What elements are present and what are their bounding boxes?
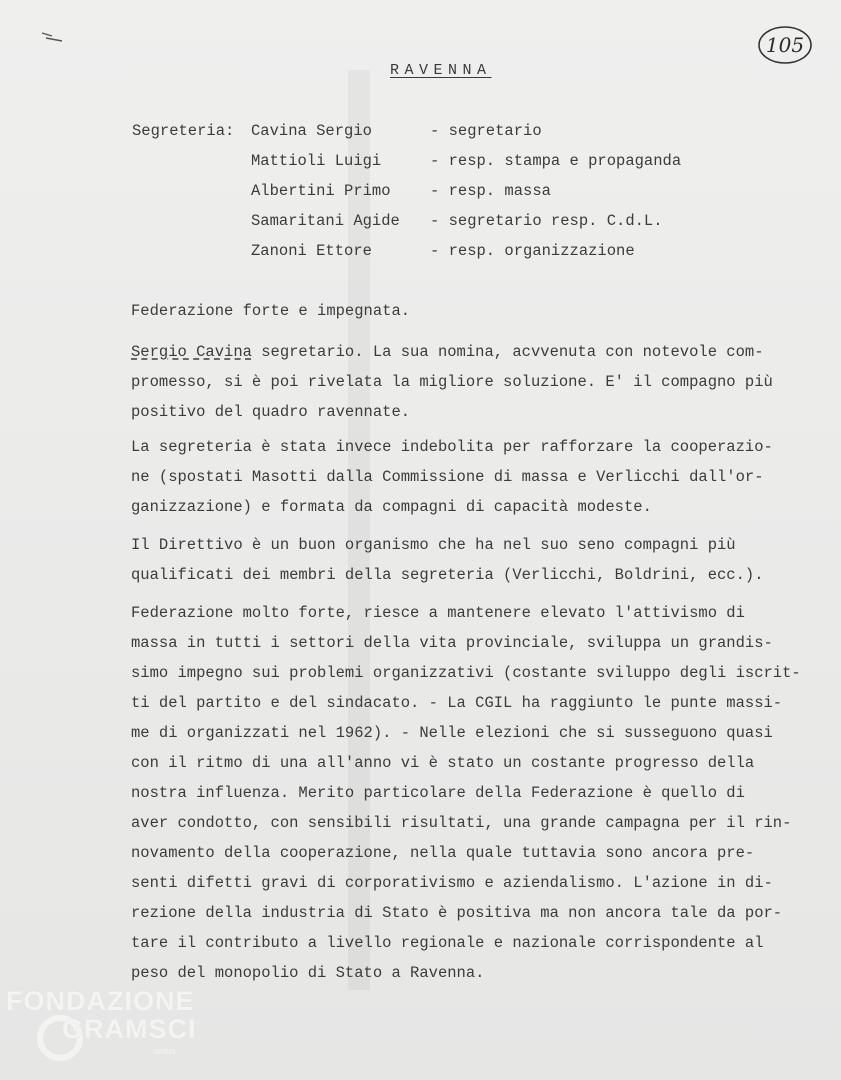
page-number-stamp	[756, 24, 814, 66]
page-number-text: 105	[765, 33, 805, 57]
document-title: RAVENNA	[390, 62, 492, 79]
member-role: - resp. organizzazione	[430, 242, 635, 260]
paragraph-line: rezione della industria di Stato è positiva ma non ancora tale da por-	[131, 904, 783, 922]
segreteria-label: Segreteria:	[132, 122, 235, 140]
member-name: Mattioli Luigi	[251, 152, 382, 170]
paragraph-line: La segreteria è stata invece indebolita per rafforzare la cooperazio-	[131, 438, 773, 456]
paragraph-2	[131, 337, 821, 427]
paragraph-line: con il ritmo di una all'anno vi è stato un costante progresso della	[131, 754, 755, 772]
paragraph-line: promesso, si è poi rivelata la migliore soluzione. E' il compagno più	[131, 373, 773, 391]
paragraph-line: tare il contributo a livello regionale e nazionale corrispondente al	[131, 934, 764, 952]
paragraph-4	[131, 530, 821, 590]
paragraph-line: ti del partito e del sindacato. - La CGIL ha raggiunto le punte massi-	[131, 694, 783, 712]
paragraph-line: qualificati dei membri della segreteria (Verlicchi, Boldrini, ecc.).	[131, 566, 764, 584]
paragraph-line: nostra influenza. Merito particolare della Federazione è quello di	[131, 784, 745, 802]
line-text: segretario. La sua nomina, acvvenuta con notevole com-	[251, 343, 764, 361]
paragraph-line: me di organizzati nel 1962). - Nelle elezioni che si susseguono quasi	[131, 724, 773, 742]
fondazione-gramsci-watermark	[6, 986, 226, 1076]
watermark-line-2: GRAMSCI	[62, 1014, 197, 1044]
member-role: - segretario resp. C.d.L.	[430, 212, 663, 230]
member-name: Cavina Sergio	[251, 122, 372, 140]
watermark-line-3: onlus	[154, 1046, 176, 1056]
paragraph-line: Il Direttivo è un buon organismo che ha nel suo seno compagni più	[131, 536, 736, 554]
pencil-mark-icon	[40, 30, 66, 44]
member-name: Zanoni Ettore	[251, 242, 372, 260]
paragraph-line: ne (spostati Masotti dalla Commissione di massa e Verlicchi dall'or-	[131, 468, 764, 486]
paragraph-3	[131, 432, 821, 522]
paragraph-line: Federazione forte e impegnata.	[131, 302, 411, 320]
watermark-line-1: FONDAZIONE	[6, 986, 195, 1016]
paragraph-line: Federazione molto forte, riesce a mantenere elevato l'attivismo di	[131, 604, 745, 622]
paragraph-line: positivo del quadro ravennate.	[131, 403, 411, 421]
paragraph-line	[131, 337, 821, 367]
paragraph-line: aver condotto, con sensibili risultati, una grande campagna per il rin-	[131, 814, 792, 832]
member-name: Albertini Primo	[251, 182, 391, 200]
paragraph-line: peso del monopolio di Stato a Ravenna.	[131, 964, 485, 982]
paragraph-1	[131, 296, 821, 326]
member-role: - resp. stampa e propaganda	[430, 152, 682, 170]
paragraph-line: ganizzazione) e formata da compagni di capacità modeste.	[131, 498, 652, 516]
paragraph-line: simo impegno sui problemi organizzativi (costante sviluppo degli iscrit-	[131, 664, 801, 682]
paragraph-line: senti difetti gravi di corporativismo e aziendalismo. L'azione in di-	[131, 874, 773, 892]
member-name: Samaritani Agide	[251, 212, 400, 230]
paragraph-5	[131, 598, 821, 988]
underlined-name: Sergio Cavina	[131, 343, 252, 361]
member-role: - resp. massa	[430, 182, 551, 200]
paragraph-line: massa in tutti i settori della vita provinciale, sviluppa un grandis-	[131, 634, 773, 652]
member-role: - segretario	[430, 122, 542, 140]
paragraph-line: novamento della cooperazione, nella quale tuttavia sono ancora pre-	[131, 844, 755, 862]
